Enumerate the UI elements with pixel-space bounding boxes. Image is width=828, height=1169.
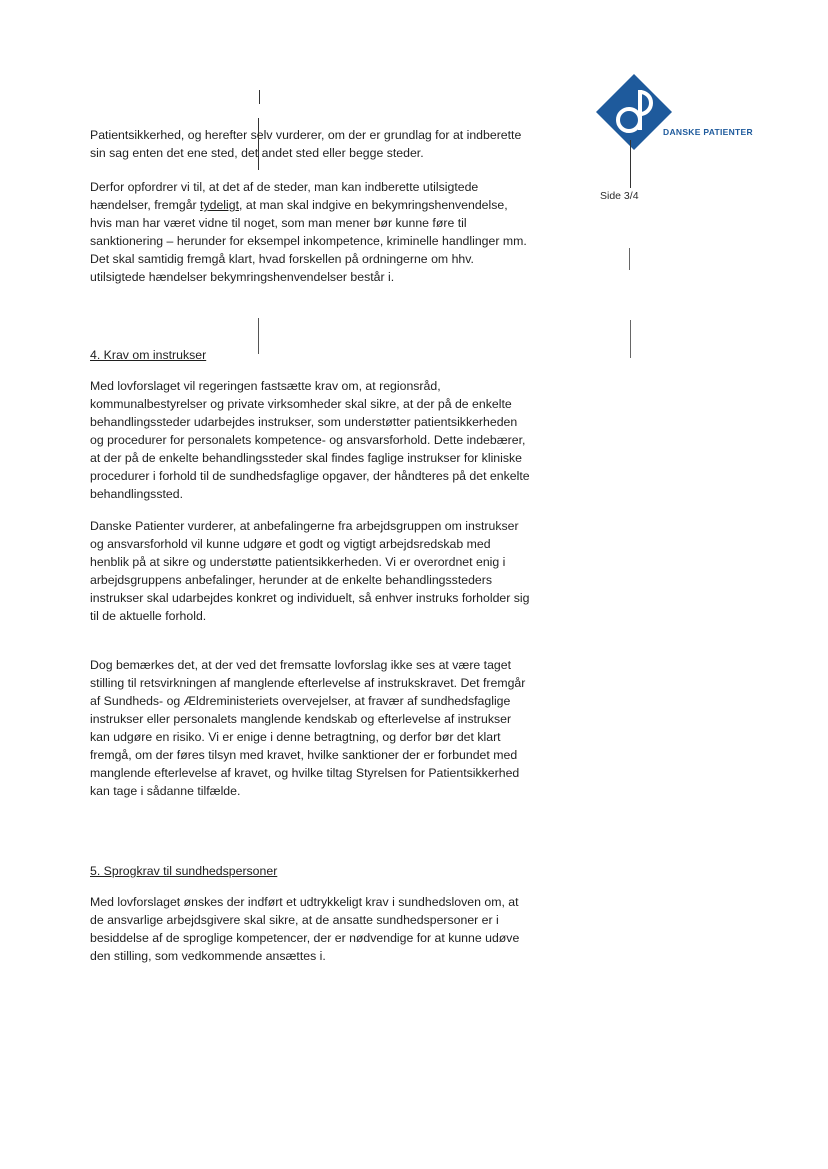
scan-line: [629, 248, 630, 270]
scan-line: [630, 140, 631, 188]
intro-paragraph-2: Derfor opfordrer vi til, at det af de steder, man kan indberette utilsigtede hændelser, fremgår tydeligt, at man skal indgive en bekymringshenvendelse, hvis man har været vidne til noget, som man mener bør kunne føre til sanktionering – herunder for eksempel inkompetence, kriminelle handlinger mm. Det skal samtidig fremgå klart, hvad forskellen på ordningerne om hhv. utilsigtede hændelser bekymringshenvendelser består i.: [90, 180, 527, 284]
section-4-paragraph-2: Danske Patienter vurderer, at anbefalingerne fra arbejdsgruppen om instrukser og ansvarsforhold vil kunne udgøre et godt og vigtigt arbejdsredskab med henblik på at sikre og understøtte patientsikkerheden. Vi er overordnet enig i arbejdsgruppens anbefalinger, herunder at de enkelte behandlingssteders instrukser skal udarbejdes konkret og individuelt, så enhver instruks forholder sig til de aktuelle forhold.: [90, 519, 530, 623]
page-number: Side 3/4: [600, 190, 639, 202]
danske-patienter-logo: [596, 74, 756, 154]
scan-line: [259, 90, 260, 104]
section-5-paragraph-1: Med lovforslaget ønskes der indført et udtrykkeligt krav i sundhedsloven om, at de ansvarlige arbejdsgivere skal sikre, at de ansatte sundhedspersoner er i besiddelse af de sproglige kompetencer, der er nødvendige for at kunne udøve den stilling, som vedkommende ansættes i.: [90, 895, 520, 963]
intro-paragraph-1: Patientsikkerhed, og herefter selv vurderer, om der er grundlag for at indberette sin sag enten det ene sted, det andet sted eller begge steder.: [90, 128, 522, 160]
scan-line: [630, 320, 631, 358]
section-4-heading: 4. Krav om instrukser: [90, 348, 207, 362]
logo-text: DANSKE PATIENTER: [663, 127, 753, 137]
section-4-paragraph-3: Dog bemærkes det, at der ved det fremsatte lovforslag ikke ses at være taget stilling til retsvirkningen af manglende efterlevelse af instrukskravet. Det fremgår af Sundheds- og Ældreministeriets overvejelser, at fravær af sundhedsfaglige instrukser eller personalets manglende kendskab og efterlevelse af instrukser kan udgøre en risiko. Vi er enige i denne betragtning, og derfor bør det klart fremgå, om der føres tilsyn med kravet, hvilke sanktioner der er forbundet med manglende efterlevelse af kravet, og hvilke tiltag Styrelsen for Patientsikkerhed kan tage i sådanne tilfælde.: [90, 658, 526, 798]
section-5-heading: 5. Sprogkrav til sundhedspersoner: [90, 864, 278, 878]
section-4-paragraph-1: Med lovforslaget vil regeringen fastsætte krav om, at regionsråd, kommunalbestyrelser og private virksomheder skal sikre, at der på de enkelte behandlingssteder udarbejdes instrukser, som understøtter patientsikkerheden og procedurer for personalets kompetence- og ansvarsforhold. Dette indebærer, at der på de enkelte behandlingssteder skal findes faglige instrukser for kliniske procedurer i forhold til de sundhedsfaglige opgaver, der håndteres på det enkelte behandlingssted.: [90, 379, 530, 501]
